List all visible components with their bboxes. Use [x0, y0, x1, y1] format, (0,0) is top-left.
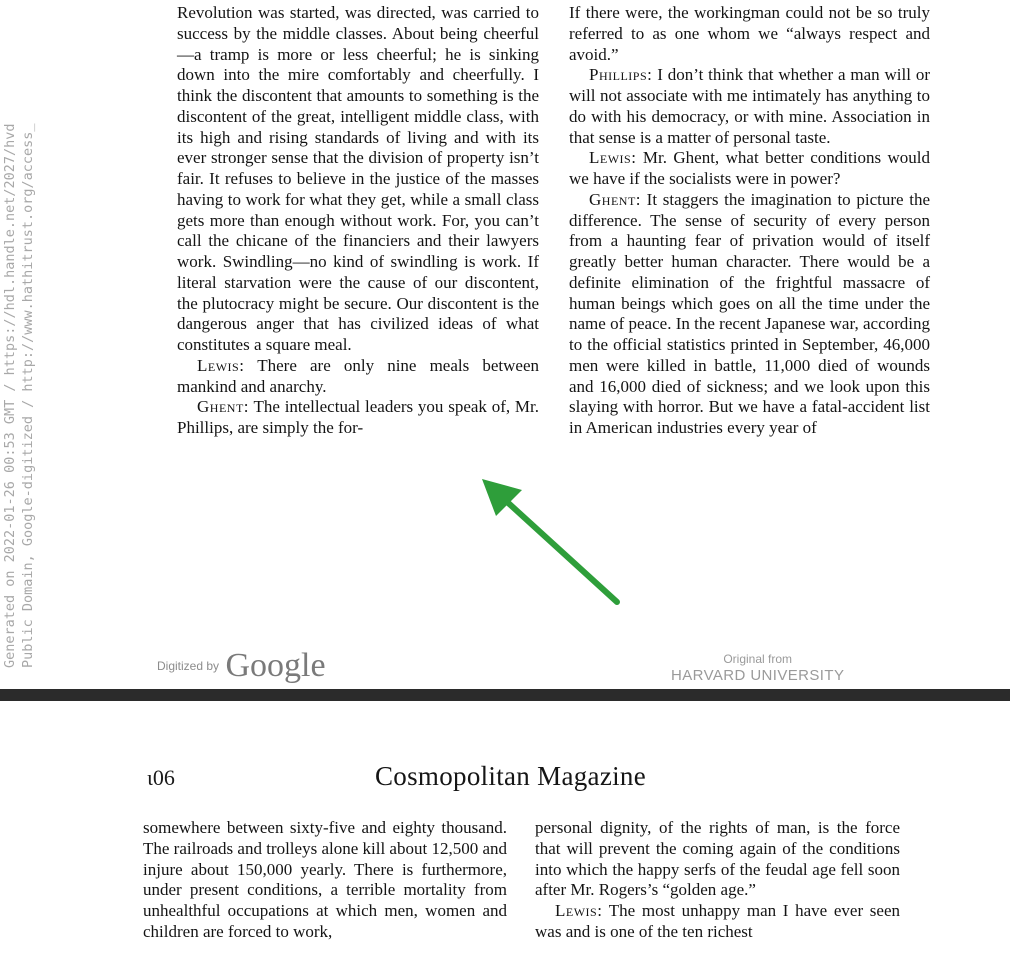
paragraph-phillips — [569, 65, 930, 148]
hathitrust-watermark — [0, 0, 42, 689]
speech-text: Mr. Ghent, what better conditions would we have if the socialists were in power? — [569, 148, 930, 188]
scanned-page-bottom — [0, 701, 1010, 969]
speaker-name: Phillips: — [589, 65, 653, 85]
digitized-label: Digitized by — [157, 659, 220, 673]
paragraph: personal dignity, of the rights of man, is the force that will prevent the coming again of the conditions into which the happy serfs of the feudal age fell soon after Mr. Rogers’s “golden age.” — [535, 818, 900, 900]
paragraph-lewis — [535, 901, 900, 943]
bottom-left-column — [143, 818, 507, 943]
speaker-name: Lewis: — [555, 901, 603, 920]
arrow-shaft — [505, 500, 617, 602]
page-number: ι06 — [147, 765, 175, 790]
speech-text: The intellectual leaders you speak of, Mr. Phillips, are simply the for- — [177, 397, 539, 437]
paragraph-ghent — [177, 397, 539, 439]
speech-text: I don’t think that whether a man will or will not associate with me intimately has anything to do with his democracy, or with mine. Association in that sense is a matter of personal taste. — [569, 65, 930, 147]
top-right-column — [569, 3, 930, 439]
watermark-line-2: Public Domain, Google-digitized / http://www.hathitrust.org/access_ — [20, 123, 36, 668]
paragraph: somewhere between sixty-five and eighty thousand. The railroads and trolleys alone kill about 12,500 and injure about 150,000 yearly. There is furthermore, under present conditions, a terrible mortality from unhealthful occupations at which men, women and children are forced to work, — [143, 818, 507, 941]
original-from-label: Original from — [723, 652, 793, 666]
watermark-line-1: Generated on 2022-01-26 00:53 GMT / https://hdl.handle.net/2027/hvd — [2, 123, 18, 668]
arrow-head — [482, 479, 522, 516]
paragraph-lewis — [177, 356, 539, 398]
speaker-name: Lewis: — [197, 355, 245, 375]
paragraph: Revolution was started, was directed, was carried to success by the middle classes. About being cheerful—a tramp is more or less cheerful; he is sinking down into the mire comfortably and cheerfully. I think the discontent that amounts to something is the discontent of the great, intelligent middle class, with its high and rising standards of living and with its ever stronger sense that the division of property isn’t fair. It refuses to believe in the justice of the masses having to work for what they get, while a small class gets more than enough without work. For, you can’t call the chicane of the financiers and their lawyers work. Swindling—no kind of swindling is work. If literal starvation were the cause of our discontent, the plutocracy might be secure. Our discontent is the dangerous anger that has civilized ideas of what constitutes a square meal. — [177, 3, 539, 354]
top-left-column — [177, 3, 539, 439]
speaker-name: Ghent: — [589, 189, 641, 209]
paragraph: If there were, the workingman could not be so truly referred to as one whom we “always respect and avoid.” — [569, 3, 930, 64]
paragraph-ghent — [569, 190, 930, 439]
paragraph-lewis — [569, 148, 930, 190]
speech-text: It staggers the imagination to picture the difference. The sense of security of every person from a haunting fear of privation would of itself greatly better human character. There would be a definite elimination of the frightful massacre of human beings which goes on all the time under the name of peace. In the recent Japanese war, according to the official statistics printed in September, 46,000 men were killed in battle, 11,000 died of wounds and 16,000 died of sickness; and we look upon this slaying with horror. But we have a fatal-accident list in American industries every year of — [569, 189, 930, 437]
speech-text: There are only nine meals between mankind and anarchy. — [177, 355, 539, 396]
institution-name: HARVARD UNIVERSITY — [671, 667, 845, 684]
speech-text: The most unhappy man I have ever seen was and is one of the ten richest — [535, 901, 900, 941]
running-head: Cosmopolitan Magazine — [375, 761, 646, 791]
bottom-right-column — [535, 818, 900, 943]
speaker-name: Lewis: — [589, 148, 637, 168]
speaker-name: Ghent: — [197, 397, 249, 417]
digitized-by-google-logo — [157, 647, 326, 685]
google-wordmark: Google — [225, 647, 326, 684]
original-from-credit — [671, 652, 844, 684]
page-divider — [0, 689, 1010, 701]
